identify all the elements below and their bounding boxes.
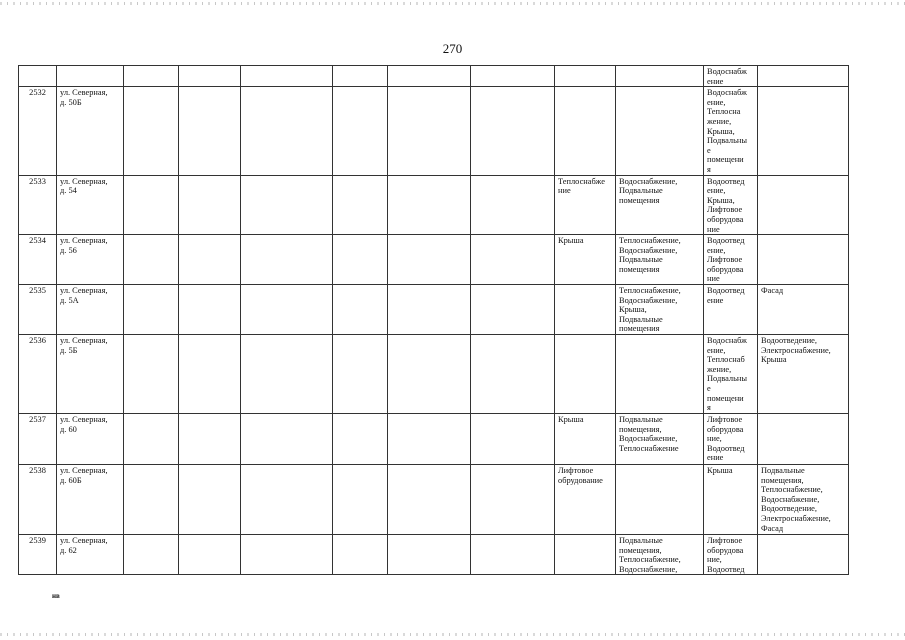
cell-text-line: Фасад: [761, 286, 784, 296]
cell-text-line: ение: [707, 295, 724, 305]
cell-text-line: я: [707, 164, 711, 174]
cell-address: [57, 465, 124, 535]
cell-col3: [124, 87, 179, 175]
cell-col10: [616, 175, 704, 235]
cell-text-line: ение,: [707, 186, 726, 196]
table-row: [19, 66, 849, 87]
table-row: [19, 87, 849, 175]
cell-col3: [124, 414, 179, 465]
cell-text-line: д. 54: [60, 186, 77, 196]
cell-text-line: обрудование: [558, 475, 603, 485]
cell-col10: [616, 285, 704, 335]
cell-text-line: ние,: [707, 555, 722, 565]
cell-text-line: ул. Северная,: [60, 415, 108, 425]
cell-col10: [616, 87, 704, 175]
cell-text-line: Водоотведение,: [761, 336, 817, 346]
cell-text-line: Лифтовое: [707, 536, 743, 546]
cell-col3: [124, 335, 179, 414]
cell-col4: [179, 535, 241, 575]
cell-text-line: Теплоснабжение,: [619, 555, 681, 565]
cell-col4: [179, 66, 241, 87]
cell-col8: [471, 414, 555, 465]
cell-address: [57, 87, 124, 175]
cell-text-line: ение,: [707, 97, 726, 107]
cell-col11: [704, 235, 758, 285]
cell-text-line: Подвальные: [761, 466, 805, 476]
cell-text-line: ул. Северная,: [60, 236, 108, 246]
cell-col10: [616, 235, 704, 285]
cell-col8: [471, 235, 555, 285]
cell-text-line: Крыша,: [707, 195, 735, 205]
cell-col11: [704, 285, 758, 335]
cell-col11: [704, 175, 758, 235]
cell-text-line: Подвальные: [619, 536, 663, 546]
cell-text-line: ние: [707, 224, 720, 234]
cell-col12: [758, 414, 849, 465]
cell-text-line: помещени: [707, 393, 744, 403]
cell-col8: [471, 285, 555, 335]
cell-text-line: Водоотвед: [707, 176, 745, 186]
cell-col4: [179, 465, 241, 535]
cell-text-line: Водоотвед: [707, 236, 745, 246]
cell-text-line: Подвальные: [619, 314, 663, 324]
cell-col8: [471, 465, 555, 535]
cell-col12: [758, 87, 849, 175]
cell-text-line: Лифтовое: [707, 255, 743, 265]
cell-text-line: Крыша: [761, 355, 787, 365]
cell-col6: [333, 175, 388, 235]
cell-col9: [555, 235, 616, 285]
cell-text-line: ние,: [707, 434, 722, 444]
cell-col11: [704, 535, 758, 575]
cell-col12: [758, 66, 849, 87]
cell-text-line: ул. Северная,: [60, 466, 108, 476]
cell-text-line: помещения,: [761, 475, 804, 485]
cell-number: 2533: [19, 175, 57, 235]
cell-col10: [616, 535, 704, 575]
scan-edge-top: [0, 2, 905, 5]
cell-col11: [704, 87, 758, 175]
cell-col8: [471, 66, 555, 87]
cell-text-line: оборудова: [707, 545, 744, 555]
cell-text-line: помещения,: [619, 424, 662, 434]
cell-col6: [333, 414, 388, 465]
cell-col3: [124, 175, 179, 235]
cell-text-line: ул. Северная,: [60, 176, 108, 186]
table-row: [19, 465, 849, 535]
cell-number: 2532: [19, 87, 57, 175]
cell-col3: [124, 285, 179, 335]
cell-text-line: Подвальные: [619, 255, 663, 265]
cell-col9: [555, 465, 616, 535]
cell-address: [57, 235, 124, 285]
cell-text-line: оборудова: [707, 264, 744, 274]
cell-col8: [471, 175, 555, 235]
cell-col9: [555, 175, 616, 235]
cell-text-line: е: [707, 145, 711, 155]
cell-col8: [471, 535, 555, 575]
cell-text-line: жение,: [707, 116, 732, 126]
cell-text-line: Водоснабж: [707, 336, 747, 346]
cell-number: [19, 66, 57, 87]
cell-text-line: ние: [707, 274, 720, 284]
cell-text-line: д. 62: [60, 545, 77, 555]
table-row: [19, 335, 849, 414]
cell-text-line: е: [707, 384, 711, 394]
cell-text-line: Теплоснабжение,: [619, 236, 681, 246]
cell-text-line: Крыша,: [619, 305, 647, 315]
cell-text-line: Водоотвед: [707, 443, 745, 453]
cell-col5: [241, 235, 333, 285]
cell-text-line: Крыша: [707, 466, 733, 476]
cell-text-line: Фасад: [761, 523, 784, 533]
cell-text-line: д. 50Б: [60, 97, 82, 107]
cell-text-line: д. 56: [60, 245, 77, 255]
cell-col3: [124, 465, 179, 535]
cell-number: 2535: [19, 285, 57, 335]
cell-col5: [241, 285, 333, 335]
cell-text-line: д. 60: [60, 424, 77, 434]
cell-text-line: я: [707, 403, 711, 413]
table-row: [19, 235, 849, 285]
cell-col5: [241, 335, 333, 414]
cell-col7: [388, 285, 471, 335]
cell-col11: [704, 66, 758, 87]
cell-col11: [704, 335, 758, 414]
table-body: [19, 66, 849, 575]
cell-col12: [758, 285, 849, 335]
cell-text-line: помещения: [619, 264, 660, 274]
cell-text-line: Водоснабжение,: [619, 434, 678, 444]
table-row: [19, 285, 849, 335]
cell-number: 2538: [19, 465, 57, 535]
cell-col5: [241, 465, 333, 535]
cell-text-line: Водоснабжение,: [619, 245, 678, 255]
cell-text-line: оборудова: [707, 214, 744, 224]
cell-col6: [333, 285, 388, 335]
cell-number: 2537: [19, 414, 57, 465]
cell-text-line: ение: [707, 453, 724, 463]
cell-text-line: Подвальные: [619, 186, 663, 196]
cell-col5: [241, 66, 333, 87]
footer-mark: нв: [52, 592, 60, 600]
cell-text-line: Электроснабжение,: [761, 345, 831, 355]
cell-col9: [555, 66, 616, 87]
cell-text-line: Лифтовое: [707, 205, 743, 215]
cell-address: [57, 175, 124, 235]
cell-text-line: Крыша,: [707, 126, 735, 136]
cell-text-line: Теплоснабжение: [619, 443, 679, 453]
cell-col9: [555, 414, 616, 465]
cell-text-line: Водоотвед: [707, 564, 745, 574]
cell-text-line: ение,: [707, 245, 726, 255]
cell-col10: [616, 414, 704, 465]
cell-text-line: Электроснабжение,: [761, 514, 831, 524]
cell-col7: [388, 66, 471, 87]
cell-col12: [758, 465, 849, 535]
cell-col5: [241, 175, 333, 235]
cell-text-line: Лифтовое: [558, 466, 594, 476]
cell-number: 2534: [19, 235, 57, 285]
cell-col7: [388, 87, 471, 175]
cell-col6: [333, 66, 388, 87]
page-number: 270: [442, 41, 463, 56]
cell-col7: [388, 465, 471, 535]
cell-col6: [333, 535, 388, 575]
cell-col11: [704, 465, 758, 535]
cell-col5: [241, 414, 333, 465]
cell-text-line: Водоснабжение,: [619, 564, 678, 574]
cell-text-line: ул. Северная,: [60, 286, 108, 296]
cell-col3: [124, 235, 179, 285]
cell-text-line: Водоотведение,: [761, 504, 817, 514]
cell-col9: [555, 335, 616, 414]
cell-text-line: д. 60Б: [60, 475, 82, 485]
cell-text-line: Лифтовое: [707, 415, 743, 425]
cell-col6: [333, 465, 388, 535]
cell-text-line: ние: [558, 186, 571, 196]
cell-text-line: ул. Северная,: [60, 536, 108, 546]
cell-text-line: ул. Северная,: [60, 336, 108, 346]
cell-col6: [333, 87, 388, 175]
cell-col4: [179, 285, 241, 335]
cell-col9: [555, 87, 616, 175]
cell-text-line: Водоснабж: [707, 88, 747, 98]
cell-text-line: Водоснабж: [707, 67, 747, 76]
cell-address: [57, 285, 124, 335]
cell-col12: [758, 535, 849, 575]
cell-col12: [758, 335, 849, 414]
cell-text-line: Теплоснабже: [558, 176, 605, 186]
cell-text-line: помещения: [619, 324, 660, 334]
cell-col9: [555, 285, 616, 335]
cell-text-line: Крыша: [558, 415, 584, 425]
cell-text-line: помещения: [619, 195, 660, 205]
cell-col8: [471, 335, 555, 414]
cell-col7: [388, 335, 471, 414]
cell-col6: [333, 335, 388, 414]
cell-col3: [124, 66, 179, 87]
table-row: [19, 414, 849, 465]
cell-col4: [179, 175, 241, 235]
cell-col7: [388, 414, 471, 465]
cell-text-line: Подвальны: [707, 374, 747, 384]
cell-text-line: д. 5Б: [60, 345, 78, 355]
table-row: [19, 535, 849, 575]
cell-col5: [241, 87, 333, 175]
cell-text-line: ение: [707, 76, 724, 86]
cell-col7: [388, 175, 471, 235]
cell-text-line: Водоснабжение,: [761, 494, 820, 504]
cell-text-line: д. 5А: [60, 295, 79, 305]
cell-col4: [179, 335, 241, 414]
cell-col3: [124, 535, 179, 575]
cell-col10: [616, 335, 704, 414]
cell-col4: [179, 235, 241, 285]
cell-text-line: Водоотвед: [707, 286, 745, 296]
cell-text-line: Теплоснабжение,: [619, 286, 681, 296]
cell-text-line: оборудова: [707, 424, 744, 434]
cell-text-line: ение,: [707, 345, 726, 355]
cell-col10: [616, 66, 704, 87]
register-table: [18, 65, 849, 575]
cell-address: [57, 66, 124, 87]
cell-text-line: Теплосна: [707, 107, 741, 117]
cell-col12: [758, 235, 849, 285]
cell-col11: [704, 414, 758, 465]
cell-text-line: помещени: [707, 155, 744, 165]
cell-col7: [388, 535, 471, 575]
cell-address: [57, 335, 124, 414]
cell-col4: [179, 414, 241, 465]
cell-col8: [471, 87, 555, 175]
cell-text-line: ул. Северная,: [60, 88, 108, 98]
cell-text-line: Теплоснабжение,: [761, 485, 823, 495]
cell-col6: [333, 235, 388, 285]
table-row: [19, 175, 849, 235]
cell-text-line: Крыша: [558, 236, 584, 246]
cell-text-line: Подвальные: [619, 415, 663, 425]
cell-text-line: Водоснабжение,: [619, 176, 678, 186]
cell-col7: [388, 235, 471, 285]
cell-text-line: Теплоснаб: [707, 355, 745, 365]
cell-col10: [616, 465, 704, 535]
cell-address: [57, 414, 124, 465]
cell-col12: [758, 175, 849, 235]
cell-address: [57, 535, 124, 575]
cell-text-line: жение,: [707, 364, 732, 374]
cell-text-line: Подвальны: [707, 136, 747, 146]
cell-col4: [179, 87, 241, 175]
cell-text-line: помещения,: [619, 545, 662, 555]
cell-col9: [555, 535, 616, 575]
cell-number: 2539: [19, 535, 57, 575]
cell-number: 2536: [19, 335, 57, 414]
scan-edge-bottom: [0, 633, 905, 636]
cell-col5: [241, 535, 333, 575]
cell-text-line: Водоснабжение,: [619, 295, 678, 305]
